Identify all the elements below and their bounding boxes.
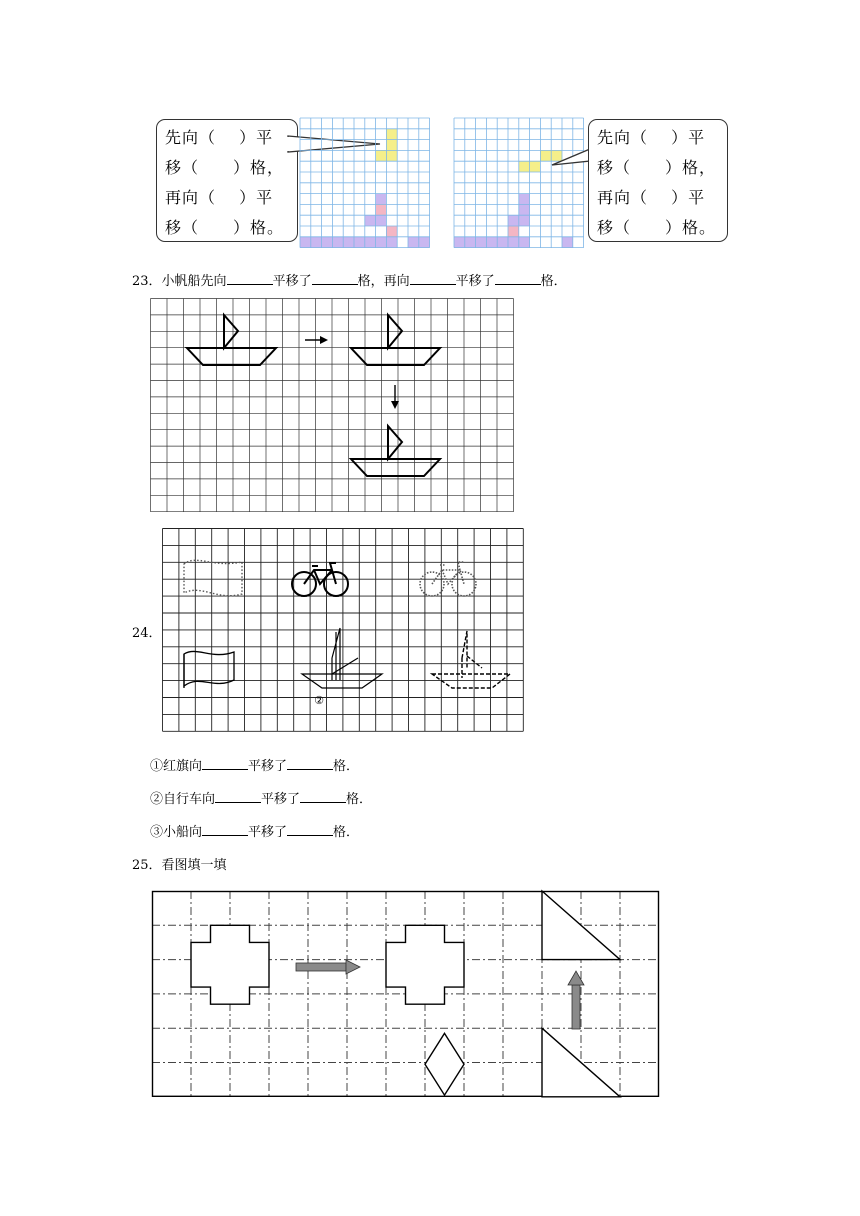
grid-cell bbox=[508, 226, 519, 237]
grid-cell bbox=[365, 215, 376, 226]
grid-cell bbox=[508, 215, 519, 226]
answer-blank[interactable] bbox=[287, 823, 333, 836]
sailboat bbox=[351, 315, 440, 365]
text-part: 格． bbox=[333, 759, 360, 774]
sailboat bbox=[187, 315, 276, 365]
answer-blank[interactable] bbox=[495, 272, 541, 285]
cross-shape bbox=[191, 925, 269, 1004]
answer-blank[interactable] bbox=[287, 757, 333, 770]
grid-cell bbox=[562, 237, 573, 248]
hull bbox=[187, 348, 276, 365]
sailboat-dashed bbox=[432, 631, 510, 688]
text-part: 小帆船先向 bbox=[161, 274, 227, 289]
bubble-line: 先向（ ）平 bbox=[597, 128, 706, 147]
diamond-shape bbox=[425, 1033, 464, 1095]
grid-cell bbox=[386, 237, 397, 248]
grid-cell bbox=[365, 237, 376, 248]
grid-cell bbox=[486, 237, 497, 248]
circle-number-label: ② bbox=[314, 694, 324, 707]
hull bbox=[351, 459, 440, 476]
grid-cell bbox=[408, 237, 419, 248]
grid-cell bbox=[386, 226, 397, 237]
bubble-line: 移（ ）格， bbox=[597, 158, 717, 177]
text-part: 平移了 bbox=[455, 274, 495, 289]
grid-cell bbox=[519, 215, 530, 226]
text-part: 格． bbox=[333, 825, 360, 840]
grid-cell bbox=[519, 204, 530, 215]
answer-blank[interactable] bbox=[202, 823, 248, 836]
bubble-line: 移（ ）格。 bbox=[597, 218, 717, 237]
grid-cell bbox=[376, 237, 387, 248]
question-25 bbox=[132, 858, 227, 874]
shapes-grid bbox=[152, 891, 664, 1099]
grid-cell bbox=[322, 237, 333, 248]
answer-blank[interactable] bbox=[300, 790, 346, 803]
text-part: 平移了 bbox=[272, 274, 312, 289]
text-part: 平移了 bbox=[261, 792, 301, 807]
grid-lines bbox=[300, 118, 430, 248]
grid-cell bbox=[386, 150, 397, 161]
question-24-item-1 bbox=[150, 757, 359, 775]
sail bbox=[388, 426, 402, 459]
grid-left bbox=[300, 118, 430, 248]
text-part: ③小船向 bbox=[150, 825, 203, 840]
bubble-line: 再向（ ）平 bbox=[165, 188, 274, 207]
speech-bubble-left bbox=[156, 119, 298, 242]
grid-lines bbox=[454, 118, 584, 248]
answer-blank[interactable] bbox=[312, 272, 358, 285]
grid-cell bbox=[376, 194, 387, 205]
flag-dotted bbox=[184, 560, 242, 595]
grid-cell bbox=[332, 237, 343, 248]
flag bbox=[184, 651, 234, 688]
question-24-number: 24． bbox=[132, 626, 162, 641]
answer-blank[interactable] bbox=[215, 790, 261, 803]
grid-cell bbox=[530, 161, 541, 172]
grid-lines bbox=[163, 529, 524, 732]
question-24-item-3 bbox=[150, 823, 359, 841]
grid-cell bbox=[497, 237, 508, 248]
text-part: ②自行车向 bbox=[150, 792, 216, 807]
arrow-up-grey bbox=[568, 971, 584, 1029]
grid-cell bbox=[419, 237, 430, 248]
text-part: ①红旗向 bbox=[150, 759, 203, 774]
grid-lines bbox=[151, 299, 514, 512]
question-24-item-2 bbox=[150, 790, 372, 808]
sailboat bbox=[351, 426, 440, 476]
sailboat-grid bbox=[150, 298, 516, 518]
cross-shape bbox=[386, 925, 464, 1004]
sailboat-outline bbox=[302, 628, 382, 688]
grid-cell bbox=[376, 150, 387, 161]
grid-cell bbox=[519, 194, 530, 205]
bubble-line: 移（ ）格。 bbox=[165, 218, 285, 237]
grid-cell bbox=[454, 237, 465, 248]
triangle-top bbox=[542, 891, 620, 960]
objects-grid bbox=[162, 528, 524, 740]
text-part: 平移了 bbox=[248, 825, 288, 840]
answer-blank[interactable] bbox=[410, 272, 456, 285]
grid-cell bbox=[386, 129, 397, 140]
bubble-line: 先向（ ）平 bbox=[165, 128, 274, 147]
grid-cell bbox=[476, 237, 487, 248]
grid-cell bbox=[519, 237, 530, 248]
hull bbox=[351, 348, 440, 365]
bubble-line: 移（ ）格， bbox=[165, 158, 285, 177]
grid-cell bbox=[376, 204, 387, 215]
answer-blank[interactable] bbox=[202, 757, 248, 770]
text-part: 格． bbox=[540, 274, 567, 289]
grid-cell bbox=[300, 237, 311, 248]
grid-cell bbox=[376, 215, 387, 226]
grid-cell bbox=[343, 237, 354, 248]
grid-right bbox=[454, 118, 584, 248]
arrow-right bbox=[305, 336, 328, 344]
answer-blank[interactable] bbox=[227, 272, 273, 285]
grid-cell bbox=[354, 237, 365, 248]
question-number: 25． bbox=[132, 858, 162, 873]
text-part: 格，再向 bbox=[357, 274, 410, 289]
grid-cell bbox=[465, 237, 476, 248]
grid-cell bbox=[311, 237, 322, 248]
speech-bubble-right bbox=[588, 119, 728, 242]
grid-cell bbox=[508, 237, 519, 248]
text-part: 格． bbox=[346, 792, 373, 807]
grid-cell bbox=[386, 140, 397, 151]
text-part: 平移了 bbox=[248, 759, 288, 774]
question-title: 看图填一填 bbox=[161, 858, 227, 873]
question-number: 23． bbox=[132, 274, 162, 289]
arrow-right-grey bbox=[296, 960, 360, 974]
question-23 bbox=[132, 272, 567, 290]
bubble-line: 再向（ ）平 bbox=[597, 188, 706, 207]
grid-cell bbox=[519, 161, 530, 172]
